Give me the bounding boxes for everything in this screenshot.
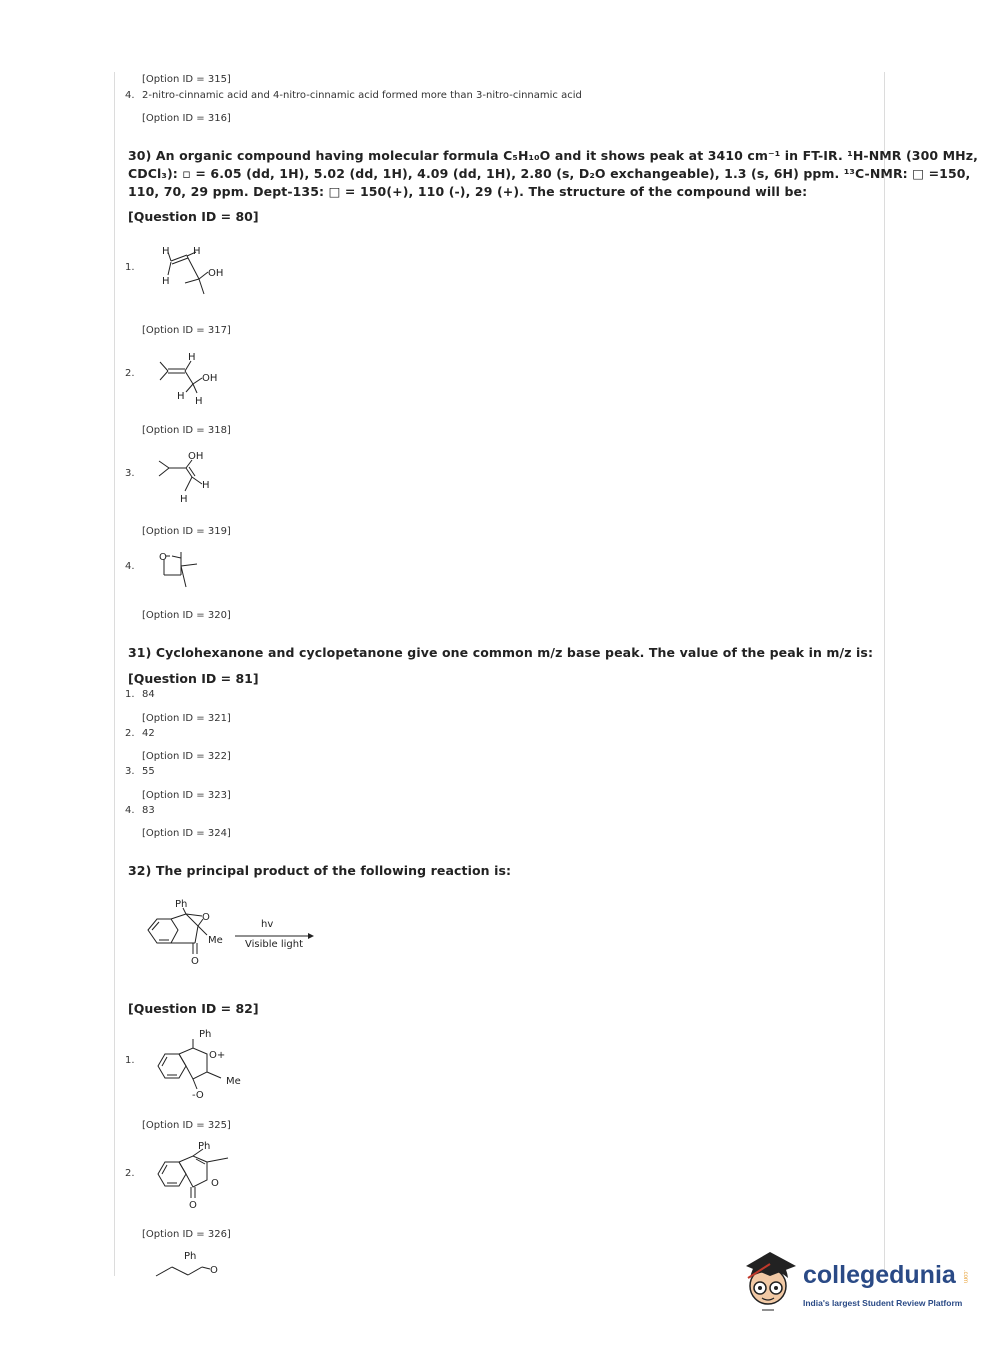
atom-h: H (177, 391, 185, 402)
option-text: 2-nitro-cinnamic acid and 4-nitro-cinnamic acid formed more than 3-nitro-cinnamic acid (142, 90, 582, 101)
q30-option-2-number: 2. (125, 368, 135, 379)
atom-h: H (193, 246, 201, 257)
q30-option-4-number: 4. (125, 561, 135, 572)
atom-h: H (180, 494, 188, 505)
q32-question-id: [Question ID = 82] (128, 1001, 259, 1016)
q32-text: 32) The principal product of the following reaction is: (128, 863, 512, 878)
option-id-316: [Option ID = 316] (142, 113, 231, 124)
q31-option-1-id: [Option ID = 321] (142, 713, 231, 724)
atom-o: O (211, 1178, 219, 1189)
q31-option-4-id: [Option ID = 324] (142, 828, 231, 839)
q31-question-id: [Question ID = 81] (128, 671, 259, 686)
atom-o: O (191, 956, 199, 967)
q32-option-2-number: 2. (125, 1168, 135, 1179)
q32-option-1-number: 1. (125, 1055, 135, 1066)
q31-option-2-number: 2. (125, 728, 135, 739)
q31-option-1-value: 84 (142, 689, 155, 700)
atom-o: O (189, 1200, 197, 1211)
q30-text-line3: 110, 70, 29 ppm. Dept-135: □ = 150(+), 110 (-), 29 (+). The structure of the compound will be: (128, 184, 808, 199)
atom-oh: OH (202, 373, 218, 384)
q31-option-4-value: 83 (142, 805, 155, 816)
q31-option-4-number: 4. (125, 805, 135, 816)
atom-h: H (195, 396, 203, 407)
atom-h: H (202, 480, 210, 491)
mascot-icon (740, 1248, 800, 1316)
q30-option-3-structure (155, 446, 235, 508)
reaction-condition-hv: hv (261, 919, 274, 930)
option-id-315: [Option ID = 315] (142, 74, 231, 85)
atom-oh: OH (208, 268, 224, 279)
atom-o: O (159, 552, 167, 563)
atom-me: Me (208, 935, 223, 946)
option-number: 4. (125, 90, 135, 101)
atom-h: H (162, 276, 170, 287)
q30-option-1-id: [Option ID = 317] (142, 325, 231, 336)
collegedunia-logo[interactable] (740, 1248, 970, 1318)
q31-text: 31) Cyclohexanone and cyclopetanone give one common m/z base peak. The value of the peak in m/z is: (128, 645, 874, 660)
q32-option-2-id: [Option ID = 326] (142, 1229, 231, 1240)
reaction-condition-light: Visible light (245, 939, 304, 950)
atom-h: H (188, 352, 196, 363)
q30-text-line2: CDCl₃): ▫ = 6.05 (dd, 1H), 5.02 (dd, 1H), 4.09 (dd, 1H), 2.80 (s, D₂O exchangeable), 1.3 (s, 6H) ppm. ¹³C-NMR: □ =150, (128, 166, 971, 181)
atom-ph: Ph (198, 1141, 211, 1152)
atom-o-minus: -O (192, 1090, 204, 1101)
q31-option-1-number: 1. (125, 689, 135, 700)
page-right-border (884, 72, 885, 1276)
q30-option-3-number: 3. (125, 468, 135, 479)
q31-option-3-number: 3. (125, 766, 135, 777)
q30-option-2-structure (155, 348, 235, 406)
q30-option-4-structure (155, 548, 215, 592)
q31-option-3-value: 55 (142, 766, 155, 777)
q30-text-line1: 30) An organic compound having molecular formula C₅H₁₀O and it shows peak at 3410 cm⁻¹ in FT-IR. ¹H-NMR (300 MHz, (128, 148, 978, 163)
atom-ph: Ph (199, 1029, 212, 1040)
q32-option-1-structure (152, 1026, 247, 1102)
q30-option-1-structure (155, 242, 235, 300)
q32-reaction-scheme (140, 895, 325, 970)
brand-com: .com (962, 1270, 968, 1284)
page-left-border (114, 72, 115, 1276)
q31-option-3-id: [Option ID = 323] (142, 790, 231, 801)
q32-option-3-structure-partial (150, 1246, 240, 1278)
q30-option-3-id: [Option ID = 319] (142, 526, 231, 537)
q30-option-1-number: 1. (125, 262, 135, 273)
q32-option-1-id: [Option ID = 325] (142, 1120, 231, 1131)
q30-question-id: [Question ID = 80] (128, 209, 259, 224)
atom-ph: Ph (184, 1251, 197, 1262)
brand-tagline: India's largest Student Review Platform (803, 1298, 963, 1308)
atom-o: O (202, 912, 210, 923)
q31-option-2-id: [Option ID = 322] (142, 751, 231, 762)
atom-ph: Ph (175, 899, 188, 910)
atom-o: O (210, 1265, 218, 1276)
q30-option-4-id: [Option ID = 320] (142, 610, 231, 621)
q32-option-2-structure (152, 1138, 242, 1214)
brand-name: collegedunia (803, 1261, 956, 1289)
atom-oh: OH (188, 451, 204, 462)
q30-option-2-id: [Option ID = 318] (142, 425, 231, 436)
atom-me: Me (226, 1076, 241, 1087)
atom-o-plus: O+ (209, 1050, 226, 1061)
q31-option-2-value: 42 (142, 728, 155, 739)
atom-h: H (162, 246, 170, 257)
